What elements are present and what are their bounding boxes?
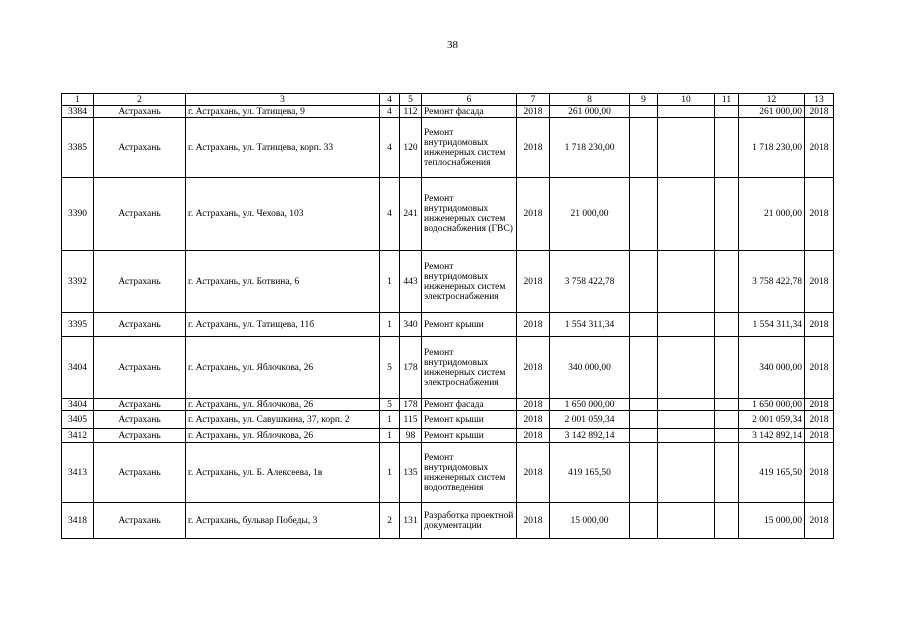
- amount-cell: 2 001 059,34: [550, 411, 630, 429]
- table-row: [62, 411, 834, 429]
- row-number-cell: 3384: [62, 106, 94, 118]
- year-cell: 2018: [517, 178, 550, 251]
- address-cell: г. Астрахань, ул. Чехова, 103: [186, 178, 380, 251]
- row-number-cell: 3390: [62, 178, 94, 251]
- column-4-cell: 1: [380, 443, 400, 503]
- work-type-cell: Разработка проектной документации: [422, 503, 517, 539]
- column-5-cell: 115: [400, 411, 422, 429]
- table-row: [62, 429, 834, 443]
- year-cell: 2018: [517, 429, 550, 443]
- completion-year-cell: 2018: [805, 429, 834, 443]
- column-5-cell: 98: [400, 429, 422, 443]
- row-number-cell: 3385: [62, 118, 94, 178]
- year-cell: 2018: [517, 251, 550, 313]
- city-cell: Астрахань: [94, 313, 186, 337]
- work-type-cell: Ремонт крыши: [422, 313, 517, 337]
- column-10-cell: [658, 337, 715, 399]
- column-11-cell: [715, 313, 739, 337]
- column-number-cell: 5: [400, 94, 422, 106]
- row-number-cell: 3412: [62, 429, 94, 443]
- column-10-cell: [658, 251, 715, 313]
- address-cell: г. Астрахань, ул. Савушкина, 37, корп. 2: [186, 411, 380, 429]
- column-11-cell: [715, 178, 739, 251]
- column-9-cell: [630, 411, 658, 429]
- amount-cell: 21 000,00: [550, 178, 630, 251]
- completion-year-cell: 2018: [805, 399, 834, 411]
- table-row: [62, 503, 834, 539]
- completion-year-cell: 2018: [805, 503, 834, 539]
- amount-cell: 3 758 422,78: [550, 251, 630, 313]
- year-cell: 2018: [517, 313, 550, 337]
- address-cell: г. Астрахань, ул. Яблочкова, 26: [186, 337, 380, 399]
- row-number-cell: 3404: [62, 337, 94, 399]
- year-cell: 2018: [517, 443, 550, 503]
- work-type-cell: Ремонт внутридомовых инженерных систем теплоснабжения: [422, 118, 517, 178]
- row-number-cell: 3405: [62, 411, 94, 429]
- column-4-cell: 1: [380, 251, 400, 313]
- column-5-cell: 112: [400, 106, 422, 118]
- row-number-cell: 3404: [62, 399, 94, 411]
- year-cell: 2018: [517, 106, 550, 118]
- completion-year-cell: 2018: [805, 251, 834, 313]
- city-cell: Астрахань: [94, 429, 186, 443]
- completion-year-cell: 2018: [805, 313, 834, 337]
- column-10-cell: [658, 178, 715, 251]
- address-cell: г. Астрахань, ул. Яблочкова, 26: [186, 429, 380, 443]
- completion-year-cell: 2018: [805, 411, 834, 429]
- column-10-cell: [658, 411, 715, 429]
- column-9-cell: [630, 178, 658, 251]
- row-number-cell: 3418: [62, 503, 94, 539]
- column-4-cell: 1: [380, 429, 400, 443]
- address-cell: г. Астрахань, ул. Татищева, 11б: [186, 313, 380, 337]
- page-number: 38: [447, 39, 458, 51]
- column-10-cell: [658, 503, 715, 539]
- column-9-cell: [630, 429, 658, 443]
- column-9-cell: [630, 337, 658, 399]
- column-5-cell: 340: [400, 313, 422, 337]
- table-row: [62, 106, 834, 118]
- total-amount-cell: 1 718 230,00: [739, 118, 805, 178]
- row-number-cell: 3413: [62, 443, 94, 503]
- column-10-cell: [658, 313, 715, 337]
- column-5-cell: 120: [400, 118, 422, 178]
- amount-cell: 419 165,50: [550, 443, 630, 503]
- column-10-cell: [658, 429, 715, 443]
- address-cell: г. Астрахань, ул. Татищева, корп. 33: [186, 118, 380, 178]
- address-cell: г. Астрахань, ул. Ботвина, 6: [186, 251, 380, 313]
- column-11-cell: [715, 251, 739, 313]
- column-4-cell: 4: [380, 178, 400, 251]
- column-9-cell: [630, 106, 658, 118]
- year-cell: 2018: [517, 337, 550, 399]
- table-row: [62, 178, 834, 251]
- work-type-cell: Ремонт внутридомовых инженерных систем электроснабжения: [422, 251, 517, 313]
- column-11-cell: [715, 337, 739, 399]
- register-table: [61, 93, 834, 539]
- column-10-cell: [658, 106, 715, 118]
- column-11-cell: [715, 443, 739, 503]
- total-amount-cell: 261 000,00: [739, 106, 805, 118]
- column-9-cell: [630, 399, 658, 411]
- total-amount-cell: 419 165,50: [739, 443, 805, 503]
- column-number-cell: 7: [517, 94, 550, 106]
- city-cell: Астрахань: [94, 106, 186, 118]
- table-row: [62, 399, 834, 411]
- column-4-cell: 2: [380, 503, 400, 539]
- column-9-cell: [630, 443, 658, 503]
- column-5-cell: 178: [400, 399, 422, 411]
- address-cell: г. Астрахань, ул. Татищева, 9: [186, 106, 380, 118]
- city-cell: Астрахань: [94, 443, 186, 503]
- column-number-row: [62, 94, 834, 106]
- work-type-cell: Ремонт внутридомовых инженерных систем водоснабжения (ГВС): [422, 178, 517, 251]
- column-number-cell: 9: [630, 94, 658, 106]
- work-type-cell: Ремонт внутридомовых инженерных систем электроснабжения: [422, 337, 517, 399]
- total-amount-cell: 3 758 422,78: [739, 251, 805, 313]
- column-4-cell: 5: [380, 399, 400, 411]
- amount-cell: 340 000,00: [550, 337, 630, 399]
- city-cell: Астрахань: [94, 251, 186, 313]
- work-type-cell: Ремонт фасада: [422, 399, 517, 411]
- column-11-cell: [715, 118, 739, 178]
- column-5-cell: 443: [400, 251, 422, 313]
- column-5-cell: 241: [400, 178, 422, 251]
- year-cell: 2018: [517, 399, 550, 411]
- column-5-cell: 178: [400, 337, 422, 399]
- column-number-cell: 3: [186, 94, 380, 106]
- column-5-cell: 135: [400, 443, 422, 503]
- column-4-cell: 5: [380, 337, 400, 399]
- completion-year-cell: 2018: [805, 118, 834, 178]
- column-number-cell: 10: [658, 94, 715, 106]
- total-amount-cell: 21 000,00: [739, 178, 805, 251]
- table-body: [62, 94, 834, 539]
- total-amount-cell: 3 142 892,14: [739, 429, 805, 443]
- column-10-cell: [658, 399, 715, 411]
- column-number-cell: 8: [550, 94, 630, 106]
- table-row: [62, 251, 834, 313]
- city-cell: Астрахань: [94, 503, 186, 539]
- row-number-cell: 3395: [62, 313, 94, 337]
- year-cell: 2018: [517, 411, 550, 429]
- column-11-cell: [715, 503, 739, 539]
- work-type-cell: Ремонт крыши: [422, 429, 517, 443]
- total-amount-cell: 340 000,00: [739, 337, 805, 399]
- column-number-cell: 12: [739, 94, 805, 106]
- amount-cell: 3 142 892,14: [550, 429, 630, 443]
- column-4-cell: 1: [380, 313, 400, 337]
- column-10-cell: [658, 443, 715, 503]
- column-11-cell: [715, 399, 739, 411]
- amount-cell: 1 718 230,00: [550, 118, 630, 178]
- city-cell: Астрахань: [94, 178, 186, 251]
- address-cell: г. Астрахань, ул. Б. Алексеева, 1в: [186, 443, 380, 503]
- completion-year-cell: 2018: [805, 178, 834, 251]
- row-number-cell: 3392: [62, 251, 94, 313]
- address-cell: г. Астрахань, бульвар Победы, 3: [186, 503, 380, 539]
- completion-year-cell: 2018: [805, 443, 834, 503]
- total-amount-cell: 1 650 000,00: [739, 399, 805, 411]
- column-9-cell: [630, 503, 658, 539]
- city-cell: Астрахань: [94, 118, 186, 178]
- column-9-cell: [630, 251, 658, 313]
- year-cell: 2018: [517, 503, 550, 539]
- column-4-cell: 4: [380, 118, 400, 178]
- column-number-cell: 4: [380, 94, 400, 106]
- year-cell: 2018: [517, 118, 550, 178]
- table-row: [62, 313, 834, 337]
- total-amount-cell: 15 000,00: [739, 503, 805, 539]
- work-type-cell: Ремонт внутридомовых инженерных систем водоотведения: [422, 443, 517, 503]
- column-10-cell: [658, 118, 715, 178]
- work-type-cell: Ремонт фасада: [422, 106, 517, 118]
- column-number-cell: 6: [422, 94, 517, 106]
- column-number-cell: 2: [94, 94, 186, 106]
- total-amount-cell: 2 001 059,34: [739, 411, 805, 429]
- city-cell: Астрахань: [94, 399, 186, 411]
- amount-cell: 1 650 000,00: [550, 399, 630, 411]
- work-type-cell: Ремонт крыши: [422, 411, 517, 429]
- column-9-cell: [630, 313, 658, 337]
- column-number-cell: 1: [62, 94, 94, 106]
- amount-cell: 1 554 311,34: [550, 313, 630, 337]
- completion-year-cell: 2018: [805, 106, 834, 118]
- column-11-cell: [715, 106, 739, 118]
- total-amount-cell: 1 554 311,34: [739, 313, 805, 337]
- column-5-cell: 131: [400, 503, 422, 539]
- address-cell: г. Астрахань, ул. Яблочкова, 26: [186, 399, 380, 411]
- column-number-cell: 13: [805, 94, 834, 106]
- table-row: [62, 337, 834, 399]
- city-cell: Астрахань: [94, 337, 186, 399]
- city-cell: Астрахань: [94, 411, 186, 429]
- column-number-cell: 11: [715, 94, 739, 106]
- table-row: [62, 118, 834, 178]
- table-row: [62, 443, 834, 503]
- column-9-cell: [630, 118, 658, 178]
- column-11-cell: [715, 429, 739, 443]
- amount-cell: 261 000,00: [550, 106, 630, 118]
- column-11-cell: [715, 411, 739, 429]
- column-4-cell: 1: [380, 411, 400, 429]
- column-4-cell: 4: [380, 106, 400, 118]
- completion-year-cell: 2018: [805, 337, 834, 399]
- amount-cell: 15 000,00: [550, 503, 630, 539]
